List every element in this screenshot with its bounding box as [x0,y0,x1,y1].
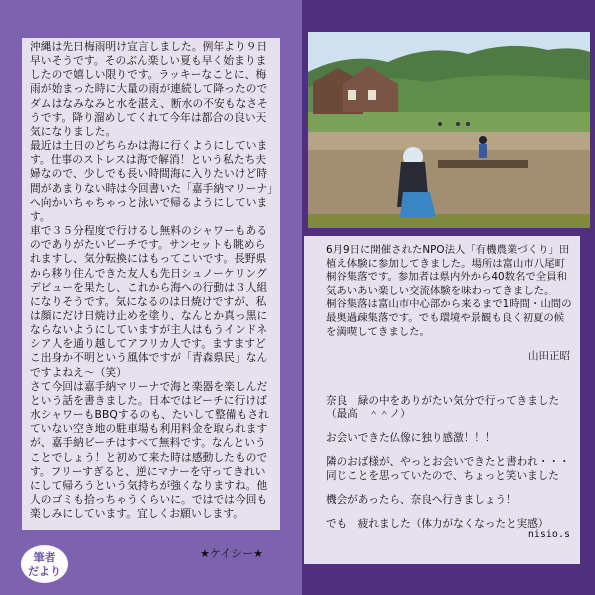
right2-line-2: お会いできた仏像に独り感激！！！ [326,432,496,445]
left-paragraph-3: 車で３５分程度で行けるし無料のシャワーもあるのでありがたいビーチです。サンセットも眺められますし、気分転換にはもってこいです。長野県から移り住んできた友人も先日シュノーケリングデビューを果たし、これから海への行動は３人組になりそうです。気になるのは日焼けですが、私は顔にだけ日焼け止めを塗り、なんとか真っ黒にならないようにしていますが主人はもうインドネシア人を通り越してアフリカ人です。ますますどこ出身か不明という風体ですが「青森県民」なんですよねえ～（笑） [30,224,268,379]
right-article-2 [326,384,576,542]
right-article-1 [326,244,572,339]
left-signature: ★ケイシー★ [200,547,263,560]
left-paragraph-2: 最近は土日のどちらかは海に行くようにしています。仕事のストレスは海で解消！という私たち夫婦なので、少しでも長い時間海に入りたいけど時間があまりない時は今回書いた「嘉手納マリーナ」へ向かいちゃちゃっと泳いで帰るようにしています。 [30,139,273,223]
right-signature-2: nisio.s [527,529,570,540]
rice-planting-photo [308,32,590,228]
author-badge [21,545,68,583]
right2-line-4: 機会があったら、奈良へ行きましょう！ [326,493,517,506]
left-paragraph-1: 沖縄は先日梅雨明け宣言しました。例年より９日早いそうです。そのぶん楽しい夏も早く始まりましたので嬉しい限りです。ラッキーなことに、梅雨が始まった時に大量の雨が連続して降ったのでダムはなみなみと水を湛え、断水の不安もなさそうです。降り溜めしてくれて今年は都合の良い天気になりました。 [30,40,268,138]
right2-line-3: 隣のおば様が、やっとお会いできたと書われ・・・同じことを思っていたので、ちょっと笑いました [326,456,570,482]
right-paragraph-2: 桐谷集落は富山市中心部から来るまで1時間・山間の最奥過疎集落です。でも環境や景観も良く初夏の候を満喫してきました。 [326,298,572,338]
right-paragraph-1: 6月9日に開催されたNPO法人「有機農業づくり」田植え体験に参加してきました。場所は富山市八尾町桐谷集落です。参加者は県内外から40数名で全員和気あいあい楽しい交流体験を味わってきました。 [326,244,570,297]
badge-line-1: 筆者 [33,551,56,564]
left-article [30,40,276,521]
left-paragraph-4: さて今回は嘉手納マリーナで海と楽器を楽しんだという話を書きました。日本ではビーチに行けば水シャワーもBBQするのも、たいして整備もされていない空き地の駐車場も利用料金を取られますが、嘉手納ビーチはすべて無料です。なんということでしょう！と初めて来た時は感動したものです。フリーすぎると、逆にマナーを守ってきれいにして帰ろうという気持ちが強くなりますね。他人のゴミも拾っちゃうくらいに。ではでは今回も楽しみにしています。宜しくお願いします。 [30,379,269,521]
right-signature-1: 山田正昭 [528,350,570,362]
badge-line-2: だより [28,565,61,578]
right2-line-5: でも 疲れました（体力がなくなったと実感） [326,517,549,530]
right2-line-1: 奈良 緑の中をありがたい気分で行ってきました（最高 ＾＾ノ） [326,394,560,421]
